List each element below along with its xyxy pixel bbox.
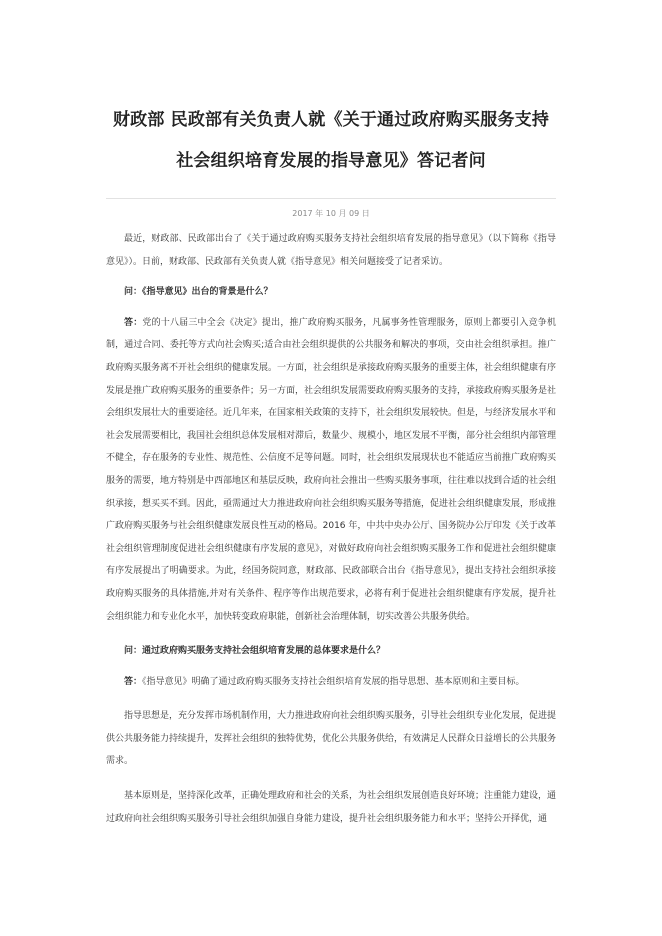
- answer-2: [106, 671, 556, 694]
- guiding-ideology-paragraph: 指导思想是，充分发挥市场机制作用，大力推进政府向社会组织购买服务，引导社会组织专业化发展，促进提供公共服务能力持续提升，发挥社会组织的独特优势，优化公共服务供给，有效满足人民群众日益增长的公共服务需求。: [106, 711, 557, 767]
- article-title: 财政部 民政部有关负责人就《关于通过政府购买服务支持社会组织培育发展的指导意见》答记者问: [112, 110, 550, 171]
- answer-2-label: 答：: [124, 676, 143, 687]
- answer-1: [106, 312, 556, 628]
- answer-2-text: 《指导意见》明确了通过政府购买服务支持社会组织培育发展的指导思想、基本原则和主要目标。: [142, 676, 525, 687]
- question-2: 问：通过政府购买服务支持社会组织培育发展的总体要求是什么？: [124, 646, 386, 657]
- answer-1-label: 答：: [124, 317, 143, 328]
- question-1: 问：《指导意见》出台的背景是什么？: [124, 287, 273, 298]
- title-divider: [106, 198, 556, 199]
- intro-paragraph: 最近，财政部、民政部出台了《关于通过政府购买服务支持社会组织培育发展的指导意见》（以下简称《指导意见》）。日前，财政部、民政部有关负责人就《指导意见》相关问题接受了记者采访。: [106, 234, 556, 267]
- basic-principles-paragraph: 基本原则是，坚持深化改革，正确处理政府和社会的关系，为社会组织发展创造良好环境；注重能力建设，通过政府向社会组织购买服务引导社会组织加强自身能力建设，提升社会组织服务能力和水平；坚持公开择优，通: [106, 791, 557, 824]
- answer-1-text: 党的十八届三中全会《决定》提出，推广政府购买服务，凡属事务性管理服务，原则上都要引入竞争机制，通过合同、委托等方式向社会购买;适合由社会组织提供的公共服务和解决的事项，交由社会组织承担。推广政府购买服务离不开社会组织的健康发展。一方面，社会组织是承接政府购买服务的重要主体，社会组织健康有序发展是推广政府购买服务的重要条件；另一方面，社会组织发展需要政府购买服务的支持，承接政府购买服务是社会组织发展壮大的重要途径。近几年来，在国家相关政策的支持下，社会组织发展较快。但是，与经济发展水平和社会发展需要相比，我国社会组织总体发展相对滞后，数量少、规模小，地区发展不平衡，部分社会组织内部管理不健全，存在服务的专业性、规范性、公信度不足等问题。同时，社会组织发展现状也不能适应当前推广政府购买服务的需要，地方特别是中西部地区和基层反映，政府向社会推出一些购买服务事项，往往难以找到合适的社会组织承接，想买买不到。因此，亟需通过大力推进政府向社会组织购买服务等措施，促进社会组织健康发展，形成推广政府购买服务与社会组织健康发展良性互动的格局。2016 年，中共中央办公厅、国务院办公厅印发《关于改革社会组织管理制度促进社会组织健康有序发展的意见》，对做好政府向社会组织购买服务工作和促进社会组织健康有序发展提出了明确要求。为此，经国务院同意，财政部、民政部联合出台《指导意见》，提出支持社会组织承接政府购买服务的具体措施,并对有关条件、程序等作出规范要求，必将有利于促进社会组织健康有序发展，提升社会组织能力和专业化水平，加快转变政府职能，创新社会治理体制，切实改善公共服务供给。: [106, 317, 557, 622]
- article-body: [106, 228, 556, 830]
- publish-date: 2017 年 10 月 09 日: [292, 209, 370, 218]
